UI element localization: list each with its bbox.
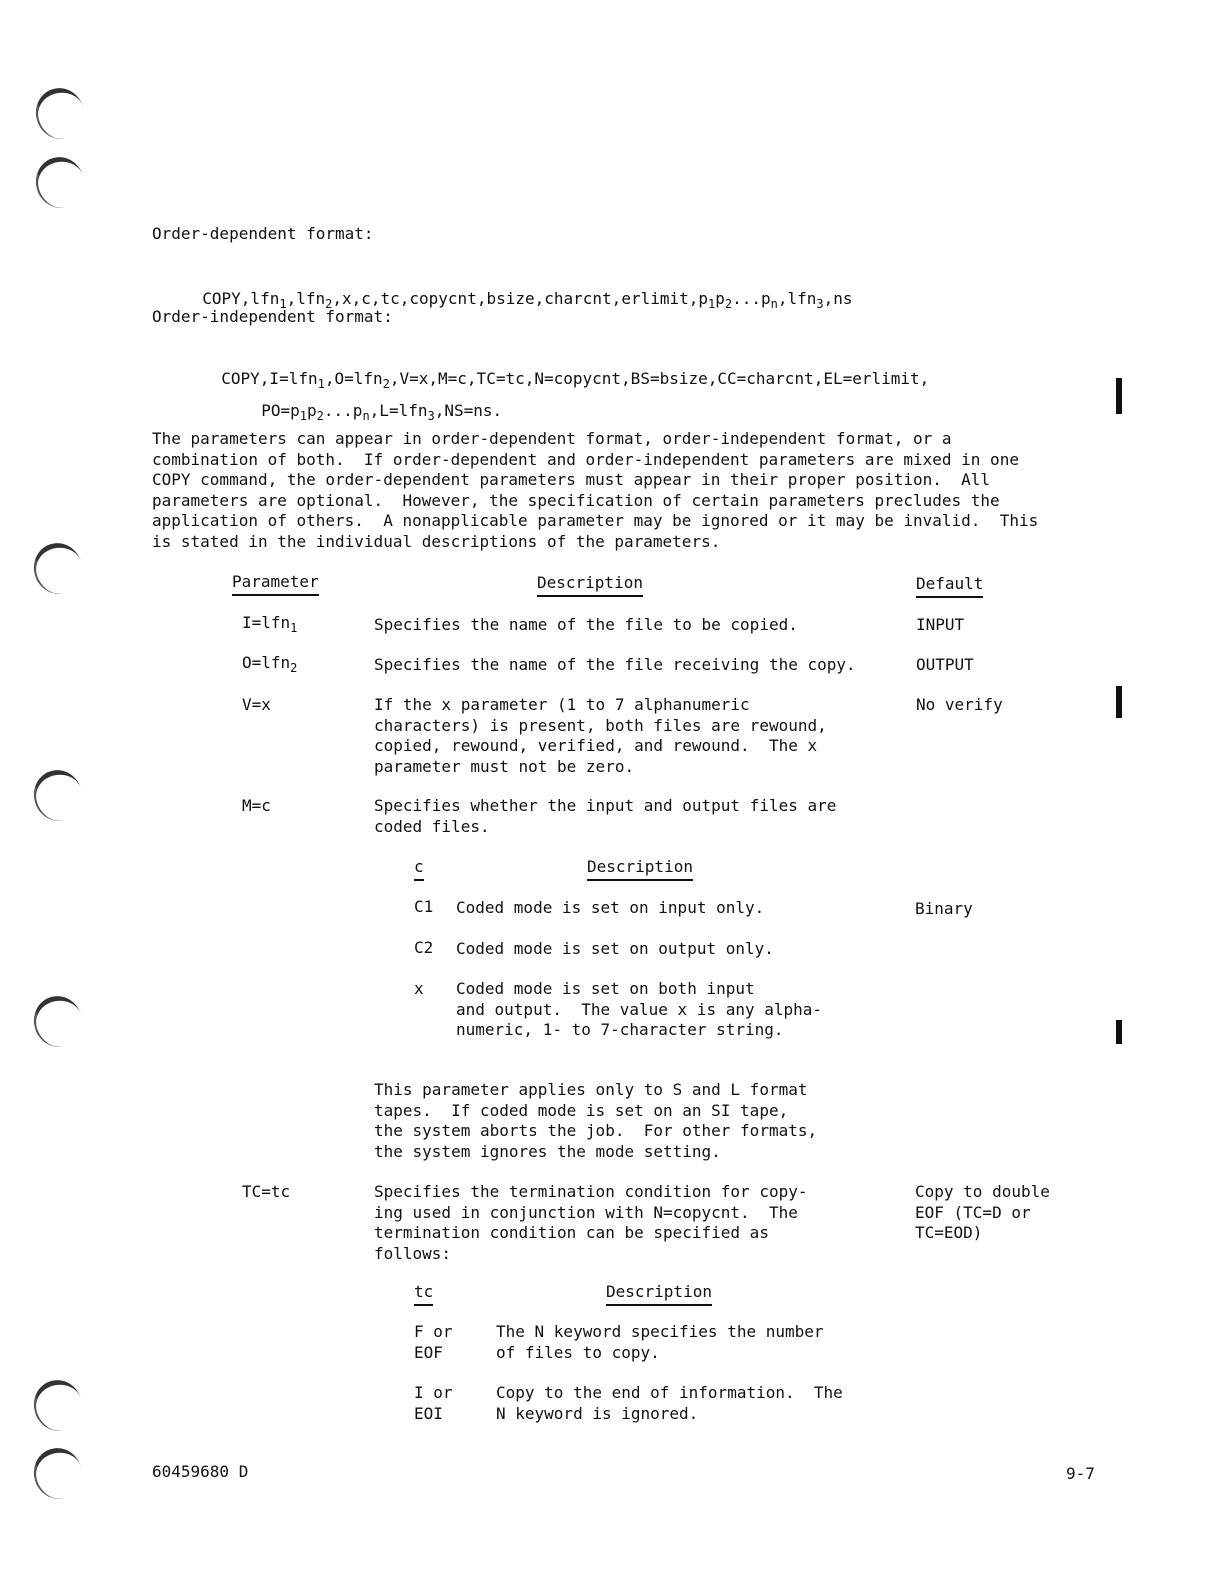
- param-default: Binary: [915, 899, 973, 918]
- subtable-code: C2: [414, 938, 434, 957]
- param-description: Specifies the name of the file to be copied.: [374, 615, 798, 634]
- param-default: OUTPUT: [916, 655, 974, 674]
- param-description: Specifies the termination condition for copy- ing used in conjunction with N=copycnt. The termination condition can be specified as follows:: [374, 1182, 808, 1263]
- intro-paragraph: The parameters can appear in order-dependent format, order-independent format, or a combination of both. If order-dependent and order-independent parameters are mixed in one COPY command, the order-dependent parameters must appear in their proper position. All parameters are optional. However, the specification of certain parameters precludes the application of others. A nonapplicable parameter may be ignored or it may be invalid. This is stated in the individual descriptions of the parameters.: [152, 429, 1039, 551]
- param-default: INPUT: [916, 615, 965, 634]
- order-independent-heading: Order-independent format:: [152, 307, 393, 326]
- binder-hole-mark: [28, 765, 88, 827]
- change-bar: [1116, 378, 1122, 414]
- subtable-code: C1: [414, 897, 434, 916]
- param-description: Specifies whether the input and output files are coded files.: [374, 796, 837, 836]
- param-name: TC=tc: [242, 1182, 291, 1201]
- binder-hole-mark: [28, 1443, 88, 1505]
- param-description: Specifies the name of the file receiving the copy.: [374, 655, 856, 674]
- param-name: M=c: [242, 796, 271, 815]
- subtable-code-header: tc: [414, 1282, 433, 1306]
- param-name: O=lfn$_2$: [242, 653, 298, 675]
- subtable-description: Coded mode is set on both input and output. The value x is any alpha- numeric, 1- to 7-character string.: [456, 979, 823, 1039]
- param-name: I=lfn$_1$: [242, 613, 298, 635]
- binder-hole-mark: [28, 538, 88, 600]
- param-name: V=x: [242, 695, 271, 714]
- description-column-header: Description: [537, 573, 643, 597]
- subtable-description-header: Description: [606, 1282, 712, 1306]
- default-column-header: Default: [916, 574, 983, 598]
- order-independent-syntax-line2: $PO=p_1p_2...p_n,L=lfn_3,NS=ns$.: [261, 400, 503, 423]
- binder-hole-mark: [28, 1375, 88, 1437]
- param-note: This parameter applies only to S and L format tapes. If coded mode is set on an SI tape, the system aborts the job. For other formats, the system ignores the mode setting.: [374, 1080, 818, 1161]
- footer-page-number: 9-7: [1066, 1464, 1095, 1483]
- parameter-column-header: Parameter: [232, 572, 319, 596]
- param-default: No verify: [916, 695, 1003, 714]
- param-default: Copy to double EOF (TC=D or TC=EOD): [915, 1182, 1050, 1242]
- change-bar: [1116, 1020, 1122, 1044]
- binder-hole-mark: [30, 152, 90, 214]
- param-description: If the x parameter (1 to 7 alphanumeric characters) is present, both files are rewound, copied, rewound, verified, and rewound. The x parameter must not be zero.: [374, 695, 827, 776]
- footer-doc-number: 60459680 D: [152, 1462, 249, 1481]
- subtable-description: Coded mode is set on output only.: [456, 939, 774, 958]
- binder-hole-mark: [28, 991, 88, 1053]
- binder-hole-mark: [30, 83, 90, 145]
- subtable-description: Coded mode is set on input only.: [456, 898, 765, 917]
- subtable-description-header: Description: [587, 857, 693, 881]
- order-independent-syntax-line1: COPY,I=lfn$_1$,O=lfn$_2$,V=x,M=c,TC=tc,N=copycnt,BS=bsize,CC=charcnt,EL=erlimit,: [221, 368, 930, 391]
- subtable-code-header: c: [414, 857, 424, 881]
- order-dependent-syntax: $COPY,lfn_1,lfn_2,x,c,tc,copycnt,bsize,charcnt,erlimit,p_1p_2...p_n,lfn_3,ns$: [202, 288, 853, 311]
- order-dependent-heading: Order-dependent format:: [152, 224, 374, 243]
- subtable-code: x: [414, 979, 424, 998]
- change-bar: [1116, 686, 1122, 718]
- subtable-code: I or EOI: [414, 1383, 453, 1423]
- subtable-description: The N keyword specifies the number of files to copy.: [496, 1322, 824, 1362]
- subtable-code: F or EOF: [414, 1322, 453, 1362]
- subtable-description: Copy to the end of information. The N keyword is ignored.: [496, 1383, 843, 1423]
